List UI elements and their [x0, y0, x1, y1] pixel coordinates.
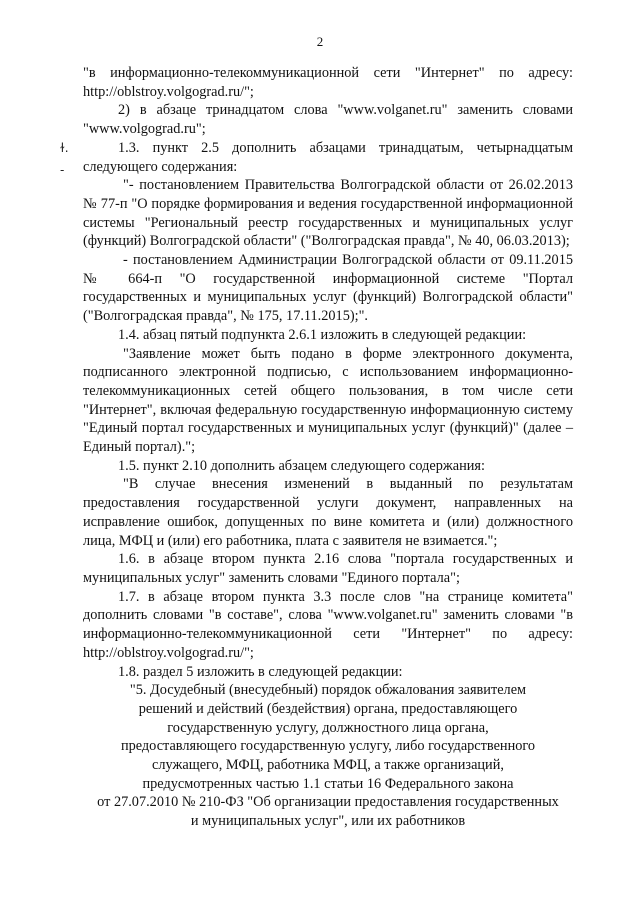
section-heading-line: решений и действий (бездействия) органа, предоставляющего: [138, 700, 518, 717]
paragraph: 1.7. в абзаце втором пункта 3.3 после слов "на странице комитета" дополнить словами "в составе", слова "www.volganet.ru" заменить словами "в информационно-телекоммуникационной сети "Интернет" по адресу: http://oblstroy.volgograd.ru/";: [83, 588, 573, 661]
paragraph: 1.8. раздел 5 изложить в следующей редакции:: [118, 663, 403, 680]
paragraph: 1.5. пункт 2.10 дополнить абзацем следующего содержания:: [118, 457, 485, 474]
section-heading-line: предоставляющего государственную услугу, либо государственного: [120, 738, 536, 755]
paragraph: - постановлением Администрации Волгоградской области от 09.11.2015 № 664-п "О государственной информационной системе "Портал государственных и муниципальных услуг (функций) Волгоградской области" ("Волгоградская правда", № 175, 17.11.2015);".: [83, 252, 573, 325]
section-heading-line: государственную услугу, должностного лица органа,: [167, 719, 489, 736]
paragraph: 1.3. пункт 2.5 дополнить абзацами тринадцатым, четырнадцатым следующего содержания:: [83, 139, 573, 175]
section-heading-line: предусмотренных частью 1.1 статьи 16 Федерального закона: [142, 775, 514, 792]
margin-mark: -: [60, 163, 65, 177]
paragraph: 1.6. в абзаце втором пункта 2.16 слова "портала государственных и муниципальных услуг" заменить словами "Единого портала";: [83, 551, 573, 586]
document-body: [83, 64, 573, 831]
section-heading: [83, 681, 573, 831]
section-heading-line: "5. Досудебный (внесудебный) порядок обжалования заявителем: [129, 682, 527, 699]
paragraph: "В случае внесения изменений в выданный по результатам предоставления государственной услуги документ, направленных на исправление ошибок, допущенных по вине комитета и (или) должностного лица, МФЦ и (или) его работника, плата с заявителя не взимается.";: [83, 476, 573, 549]
paragraph: 1.4. абзац пятый подпункта 2.6.1 изложить в следующей редакции:: [118, 326, 527, 343]
section-heading-line: служащего, МФЦ, работника МФЦ, а также организаций,: [152, 757, 504, 774]
margin-mark: ɫ.: [60, 141, 69, 155]
paragraph: "в информационно-телекоммуникационной сети "Интернет" по адресу: http://oblstroy.volgograd.ru/";: [83, 65, 573, 100]
paragraph: "- постановлением Правительства Волгоградской области от 26.02.2013 № 77-п "О порядке формирования и ведения государственной информационной системы "Региональный реестр государственных и муниципальных услуг (функций) Волгоградской области" ("Волгоградская правда", № 40, 06.03.2013);: [83, 177, 573, 250]
section-heading-line: от 27.07.2010 № 210-ФЗ "Об организации предоставления государственных: [97, 794, 559, 811]
page-number: 2: [316, 34, 324, 49]
paragraph: "Заявление может быть подано в форме электронного документа, подписанного электронной подписью, с использованием информационно-телекоммуникационных сетей общего пользования, в том числе сети "Интернет", включая федеральную государственную информационную систему "Единый портал государственных и муниципальных услуг (функций)" (далее – Единый портал).";: [83, 345, 573, 456]
paragraph: 2) в абзаце тринадцатом слова "www.volganet.ru" заменить словами "www.volgograd.ru";: [83, 102, 573, 138]
section-heading-line: и муниципальных услуг", или их работников: [190, 813, 466, 830]
